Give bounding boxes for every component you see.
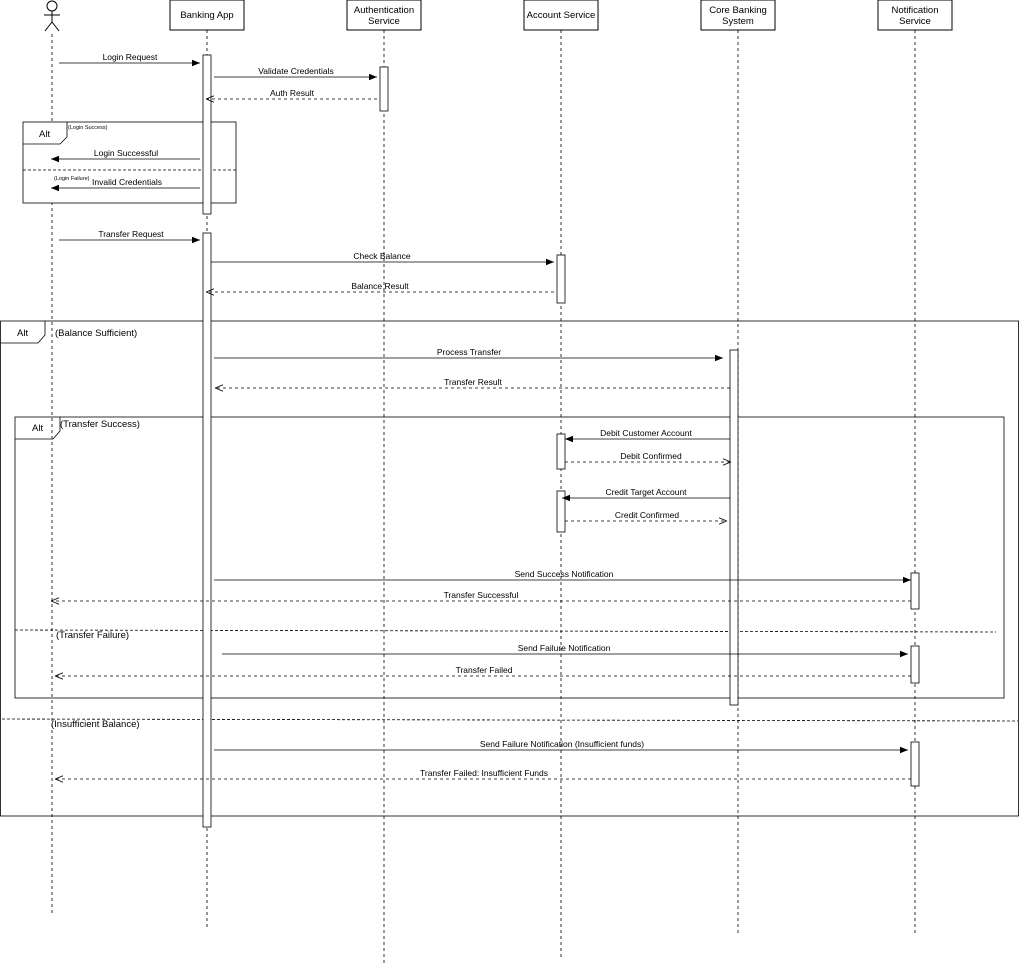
msg-label-transfer-result: Transfer Result (444, 377, 502, 387)
msg-label-login-request: Login Request (102, 52, 158, 62)
fragment-alt-transfer-cond2: (Transfer Failure) (56, 630, 130, 641)
activation-notif-1 (911, 573, 919, 609)
msg-label-debit-confirmed: Debit Confirmed (620, 451, 682, 461)
fragment-alt-login-cond2: (Login Failure) (54, 176, 90, 182)
svg-text:Service: Service (899, 16, 931, 27)
activation-auth (380, 67, 388, 111)
msg-label-send-success-notification: Send Success Notification (514, 569, 614, 579)
fragment-alt-login-keyword: Alt (39, 129, 51, 140)
fragment-alt-login-cond1: (Login Success) (68, 125, 108, 131)
participant-notification-service (878, 0, 952, 30)
fragment-alt-transfer-cond1: (Transfer Success) (60, 419, 140, 430)
msg-label-process-transfer: Process Transfer (436, 347, 502, 357)
activation-acct-2 (557, 434, 565, 469)
msg-label-transfer-request: Transfer Request (98, 229, 164, 239)
msg-label-transfer-successful: Transfer Successful (443, 590, 519, 600)
svg-text:Core Banking: Core Banking (709, 5, 767, 16)
activation-acct-1 (557, 255, 565, 303)
svg-text:Authentication: Authentication (353, 5, 415, 16)
fragment-alt-balance-cond2: (Insufficient Balance) (51, 719, 140, 730)
msg-label-transfer-failed-insufficient: Transfer Failed: Insufficient Funds (419, 768, 549, 778)
activation-app-1 (203, 55, 211, 214)
svg-text:Banking App: Banking App (180, 10, 234, 21)
fragment-alt-transfer (15, 417, 1004, 698)
msg-label-send-failure-notification: Send Failure Notification (517, 643, 611, 653)
svg-text:Service: Service (368, 16, 400, 27)
svg-text:System: System (722, 16, 754, 27)
msg-label-credit-confirmed: Credit Confirmed (614, 510, 680, 520)
msg-label-invalid-credentials: Invalid Credentials (92, 177, 162, 187)
activation-acct-3 (557, 491, 565, 532)
msg-label-transfer-failed: Transfer Failed (455, 665, 513, 675)
msg-label-balance-result: Balance Result (351, 281, 409, 291)
fragment-alt-balance-keyword: Alt (17, 328, 29, 339)
actor-user (44, 1, 60, 31)
msg-label-check-balance: Check Balance (353, 251, 411, 261)
msg-label-auth-result: Auth Result (270, 88, 314, 98)
activation-app-2 (203, 233, 211, 827)
participant-banking-app (170, 0, 244, 30)
activation-notif-2 (911, 646, 919, 683)
msg-label-login-successful: Login Successful (93, 148, 159, 158)
msg-label-credit-target-account: Credit Target Account (605, 487, 687, 497)
msg-label-validate-credentials: Validate Credentials (258, 66, 334, 76)
fragment-alt-transfer-keyword: Alt (32, 423, 44, 434)
msg-label-debit-customer-account: Debit Customer Account (600, 428, 692, 438)
activation-core (730, 350, 738, 705)
activation-notif-3 (911, 742, 919, 786)
participant-authentication-service (347, 0, 421, 30)
msg-label-send-failure-notification-insufficient: Send Failure Notification (Insufficient funds) (479, 739, 645, 749)
participant-account-service (524, 0, 598, 30)
svg-text:Account Service: Account Service (526, 10, 596, 21)
svg-text:Notification: Notification (891, 5, 939, 16)
participant-core-banking-system (701, 0, 775, 30)
fragment-alt-balance-cond1: (Balance Sufficient) (55, 328, 138, 339)
